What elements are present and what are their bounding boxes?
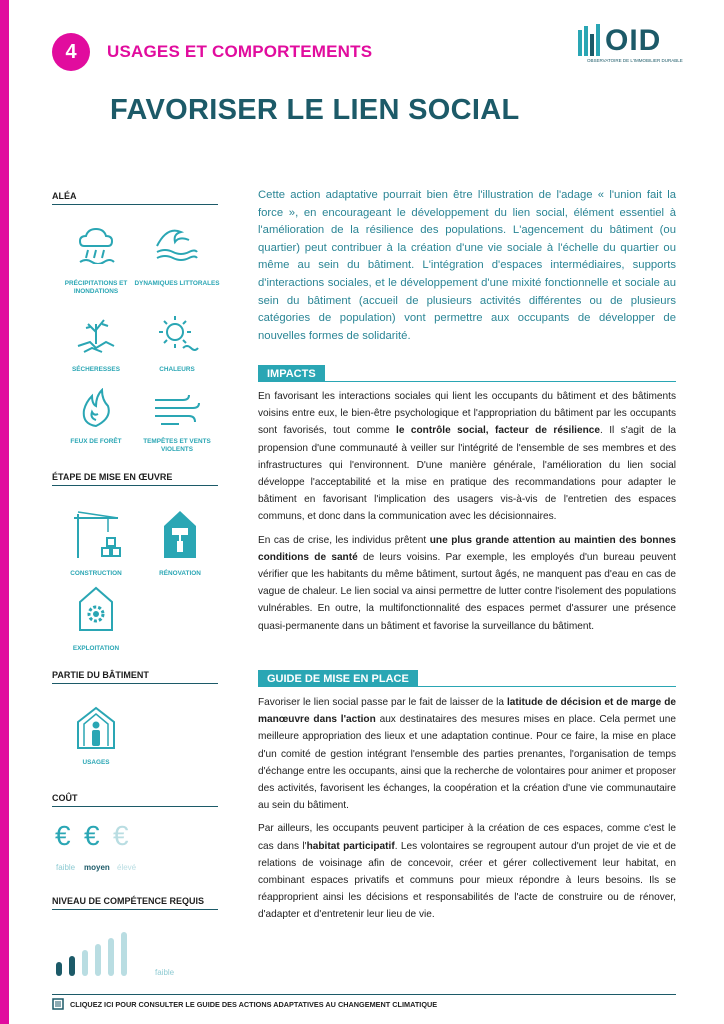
guide-body: [258, 694, 676, 930]
competence-bar-1: [56, 962, 62, 976]
guide-rule: [258, 686, 676, 687]
etape-label-renovation: RÉNOVATION: [159, 570, 201, 577]
logo-text: OID: [605, 24, 662, 57]
etape-rule: [52, 485, 218, 486]
alea-label-littorales: DYNAMIQUES LITTORALES: [134, 280, 220, 287]
cost-euro-2: €: [84, 820, 100, 851]
intro-paragraph: Cette action adaptative pourrait bien être l'illustration de l'adage « l'union fait la force », en encourageant le développement du lien social, élément essentiel à l'amélioration de la résilience des populations. L'agencement du bâtiment (ou quartier) peut contribuer à la création d'une vie sociale à l'échelle du quartier ou même au sein du bâtiment. L'intégration d'espaces intermédiaires, supports d'interactions sociales, et le développement d'une mixité fonctionnelle et sociale au sein du bâtiment (accueil de plusieurs activités différentes ou de plusieurs catégories de population) vont permettre aux occupants de développer de nouvelles formes de solidarité.: [258, 189, 676, 342]
section-number: 4: [65, 40, 77, 63]
competence-bar-3: [82, 950, 88, 976]
gear-house-icon: [78, 586, 114, 632]
impacts-paragraph-1: En favorisant les interactions sociales qui lient les occupants du bâtiment et des bâtiments voisins entre eux, le bien-être psychologique et l'appropriation du bâtiment par les occupants sont favorisés, tout comme le contrôle social, facteur de résilience. Il s'agit de la propension d'une communauté à veiller sur l'intégrité de l'ensemble de ses membres et des infrastructures qui l'environnent. D'une manière générale, l'amélioration du lien social développe l'acceptabilité et la mise en pratique des recommandations pour adapter le bâtiment en favorisant l'implication des usagers vis-à-vis de l'entretien des espaces communs, et donc dans la communication avec les décisionnaires.: [258, 391, 676, 523]
competence-level-bars: [54, 928, 144, 978]
competence-bar-6: [121, 932, 127, 976]
impacts-rule: [258, 381, 676, 382]
partie-rule: [52, 683, 218, 684]
competence-bar-2: [69, 956, 75, 976]
alea-label-tempetes: TEMPÊTES ET VENTS VIOLENTS: [143, 438, 211, 453]
partie-heading: PARTIE DU BÂTIMENT: [52, 670, 149, 680]
competence-level-label: faible: [155, 968, 175, 977]
logo-subtitle: OBSERVATOIRE DE L'IMMOBILIER DURABLE: [587, 58, 683, 63]
etape-heading: ÉTAPE DE MISE EN ŒUVRE: [52, 472, 173, 482]
wave-icon: [155, 224, 199, 264]
cost-euro-1: €: [55, 820, 71, 851]
cost-label-eleve: élevé: [117, 863, 137, 872]
guide-link[interactable]: [52, 998, 437, 1010]
alea-heading: ALÉA: [52, 191, 77, 201]
drought-icon: [76, 314, 116, 354]
cost-label-faible: faible: [56, 863, 76, 872]
fire-icon: [78, 388, 114, 428]
guide-paragraph-2: Par ailleurs, les occupants peuvent participer à la création de ces espaces, comme c'est le cas dans l'habitat participatif. Les volontaires se regroupent autour d'un projet de vie et de relations de voisinage afin de concevoir, créer et gérer collectivement leur habitat, en combinant espaces privatifs et communs pour mieux répondre à leurs besoins. Ils se réapproprient ainsi les décisions et responsabilités de l'acte de construire ou de rénover, d'adapter et d'entretenir leur lieu de vie.: [258, 823, 676, 921]
guide-link-text[interactable]: CLIQUEZ ICI POUR CONSULTER LE GUIDE DES ACTIONS ADAPTATIVES AU CHANGEMENT CLIMATIQUE: [70, 999, 438, 1009]
person-house-icon: [76, 706, 116, 750]
rain-cloud-icon: [76, 224, 116, 264]
guide-paragraph-1: Favoriser le lien social passe par le fait de laisser de la latitude de décision et de marge de manœuvre dans l'action aux destinataires des mesures mises en place. Cela permet une meilleure appropriation des lieux et une adaptation continue. Pour ce faire, la mise en place d'un comité de gestion intégrant l'ensemble des parties prenantes, l'organisation de temps d'échange entre les occupants, ainsi que la recherche de volontaires pour animer et proposer des activités, favorisent les échanges, la coopération et la création d'une vie communautaire au sein du bâtiment.: [258, 697, 677, 812]
cost-label-moyen: moyen: [84, 863, 110, 872]
impacts-body: [258, 388, 676, 641]
partie-label-usages: USAGES: [82, 759, 110, 766]
alea-rule: [52, 204, 218, 205]
competence-bar-5: [108, 938, 114, 976]
book-icon: [52, 998, 64, 1010]
accent-bar: [0, 0, 9, 1024]
guide-heading: GUIDE DE MISE EN PLACE: [258, 670, 418, 687]
alea-label-feux: FEUX DE FORÊT: [70, 438, 122, 445]
footer-rule: [52, 994, 676, 995]
section-title: USAGES ET COMPORTEMENTS: [107, 42, 373, 61]
cost-euro-3: €: [113, 820, 129, 851]
section-number-badge: [52, 33, 90, 71]
sun-icon: [155, 314, 199, 354]
page-title: FAVORISER LE LIEN SOCIAL: [110, 94, 520, 126]
paint-roller-icon: [160, 508, 200, 560]
etape-label-construction: CONSTRUCTION: [70, 570, 122, 577]
competence-rule: [52, 909, 218, 910]
impacts-heading: IMPACTS: [258, 365, 325, 382]
wind-icon: [153, 392, 201, 428]
etape-label-exploitation: EXPLOITATION: [72, 645, 120, 652]
impacts-paragraph-2: En cas de crise, les individus prêtent une plus grande attention au maintien des bonnes conditions de santé de leurs voisins. Par exemple, les employés d'un bureau peuvent vérifier que les habitants du même bâtiment, surtout âgés, ne manquent pas d'eau en cas de vague de chaleur. Le lien social va ainsi permettre de lutter contre l'isolement des populations vulnérables. En outre, la multifonctionnalité des espaces permet d'assurer une présence quasi-permanente dans un bâtiment et favorise la surveillance du bâtiment.: [258, 534, 676, 632]
competence-bar-4: [95, 944, 101, 976]
competence-heading: NIVEAU DE COMPÉTENCE REQUIS: [52, 896, 205, 906]
alea-label-chaleurs: CHALEURS: [159, 366, 195, 373]
cout-heading: COÛT: [52, 793, 78, 803]
crane-icon: [72, 508, 124, 560]
cout-rule: [52, 806, 218, 807]
alea-label-secheresses: SÉCHERESSES: [72, 366, 120, 373]
alea-label-precipitations: PRÉCIPITATIONS ET INONDATIONS: [64, 280, 128, 295]
